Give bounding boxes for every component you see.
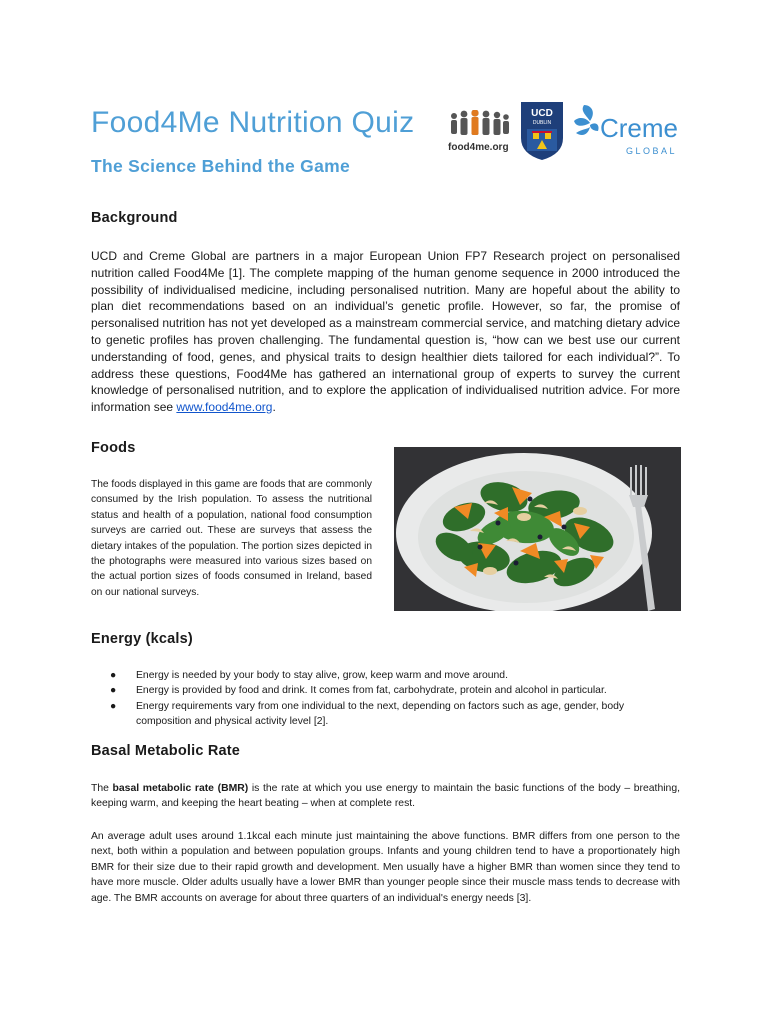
list-item [110, 699, 680, 730]
section-heading-bmr: Basal Metabolic Rate [91, 743, 241, 759]
food4me-logo [446, 110, 510, 156]
background-text: UCD and Creme Global are partners in a major European Union FP7 Research project on personalised nutrition called Food4Me [1]. The complete mapping of the human genome sequence in 2000 introduced the possibility of individualised medicine, including personalised nutrition. Many are hopeful about the ability to plan diet recommendations based on an individual’s genetic profile. However, so far, the promise of personalised nutrition has not yet developed as a mainstream commercial service, and matching dietary advice to genetic profiles has proven challenging. The fundamental question is, “how can we best use our current understanding of food, genes, and physical traits to design healthier diets tailored for each individual?”. To address these questions, Food4Me has gathered an international group of experts to survey the current knowledge of personalised nutrition, and to explore the application of individualised nutrition advice. For more information see [91, 249, 680, 415]
section-heading-foods: Foods [91, 440, 136, 456]
salad-photo [394, 447, 681, 611]
energy-bullet-list [110, 668, 680, 730]
creme-logo-subtext: GLOBAL [626, 146, 678, 156]
ucd-logo-subtext: DUBLIN [532, 120, 552, 126]
ucd-dublin-logo [519, 100, 565, 162]
bmr-term: basal metabolic rate (BMR) [112, 783, 249, 794]
background-period: . [272, 400, 276, 415]
creme-logo-text: Creme [600, 113, 679, 143]
bullet-icon: ● [110, 670, 117, 681]
bullet-icon: ● [110, 700, 117, 712]
bmr-text-prefix: The [91, 783, 113, 794]
ucd-logo-text: UCD [531, 108, 553, 119]
creme-global-logo [570, 101, 680, 159]
bmr-text-rest: is the rate at which you use energy to maintain the basic functions of the body – breathing, keeping warm, and keeping the heart beating – when at complete rest. [91, 783, 680, 810]
list-item-text: Energy requirements vary from one individual to the next, depending on factors such as age, gender, body composition and physical activity level [2]. [136, 700, 625, 728]
bmr-details-paragraph: An average adult uses around 1.1kcal each minute just maintaining the above functions. BMR differs from one person to the next, both within a population and between population groups. Infants and young children tend to have a proportionately high BMR for their size due to their rapid growth and development. Men usually have a higher BMR than women since they tend to have more muscle. Older adults usually have a lower BMR than younger people since their muscle mass tends to decrease with age. The BMR accounts on average for about three quarters of an individual's energy needs [3]. [91, 831, 680, 904]
page-title: Food4Me Nutrition Quiz [91, 106, 415, 139]
foods-paragraph: The foods displayed in this game are foods that are commonly consumed by the Irish population. To assess the nutritional status and health of a population, national food consumption surveys are carried out. These are surveys that assess the dietary intakes of the population. The portion sizes depicted in the photographs were measured into various sizes based on the actual portion sizes of foods consumed in Ireland, based on our national surveys. [91, 479, 372, 598]
background-paragraph [91, 248, 680, 416]
bmr-definition-paragraph [91, 781, 680, 812]
bullet-icon: ● [110, 685, 117, 697]
page-subtitle: The Science Behind the Game [91, 156, 351, 176]
section-heading-energy: Energy (kcals) [91, 631, 193, 647]
section-heading-background: Background [91, 210, 178, 226]
list-item-text: Energy is needed by your body to stay alive, grow, keep warm and move around. [136, 670, 508, 681]
list-item [110, 683, 680, 698]
food4me-caption: food4me.org [448, 142, 509, 153]
list-item [110, 668, 680, 683]
food4me-link[interactable]: www.food4me.org [176, 400, 273, 415]
list-item-text: Energy is provided by food and drink. It comes from fat, carbohydrate, protein and alcohol in particular. [136, 685, 607, 697]
